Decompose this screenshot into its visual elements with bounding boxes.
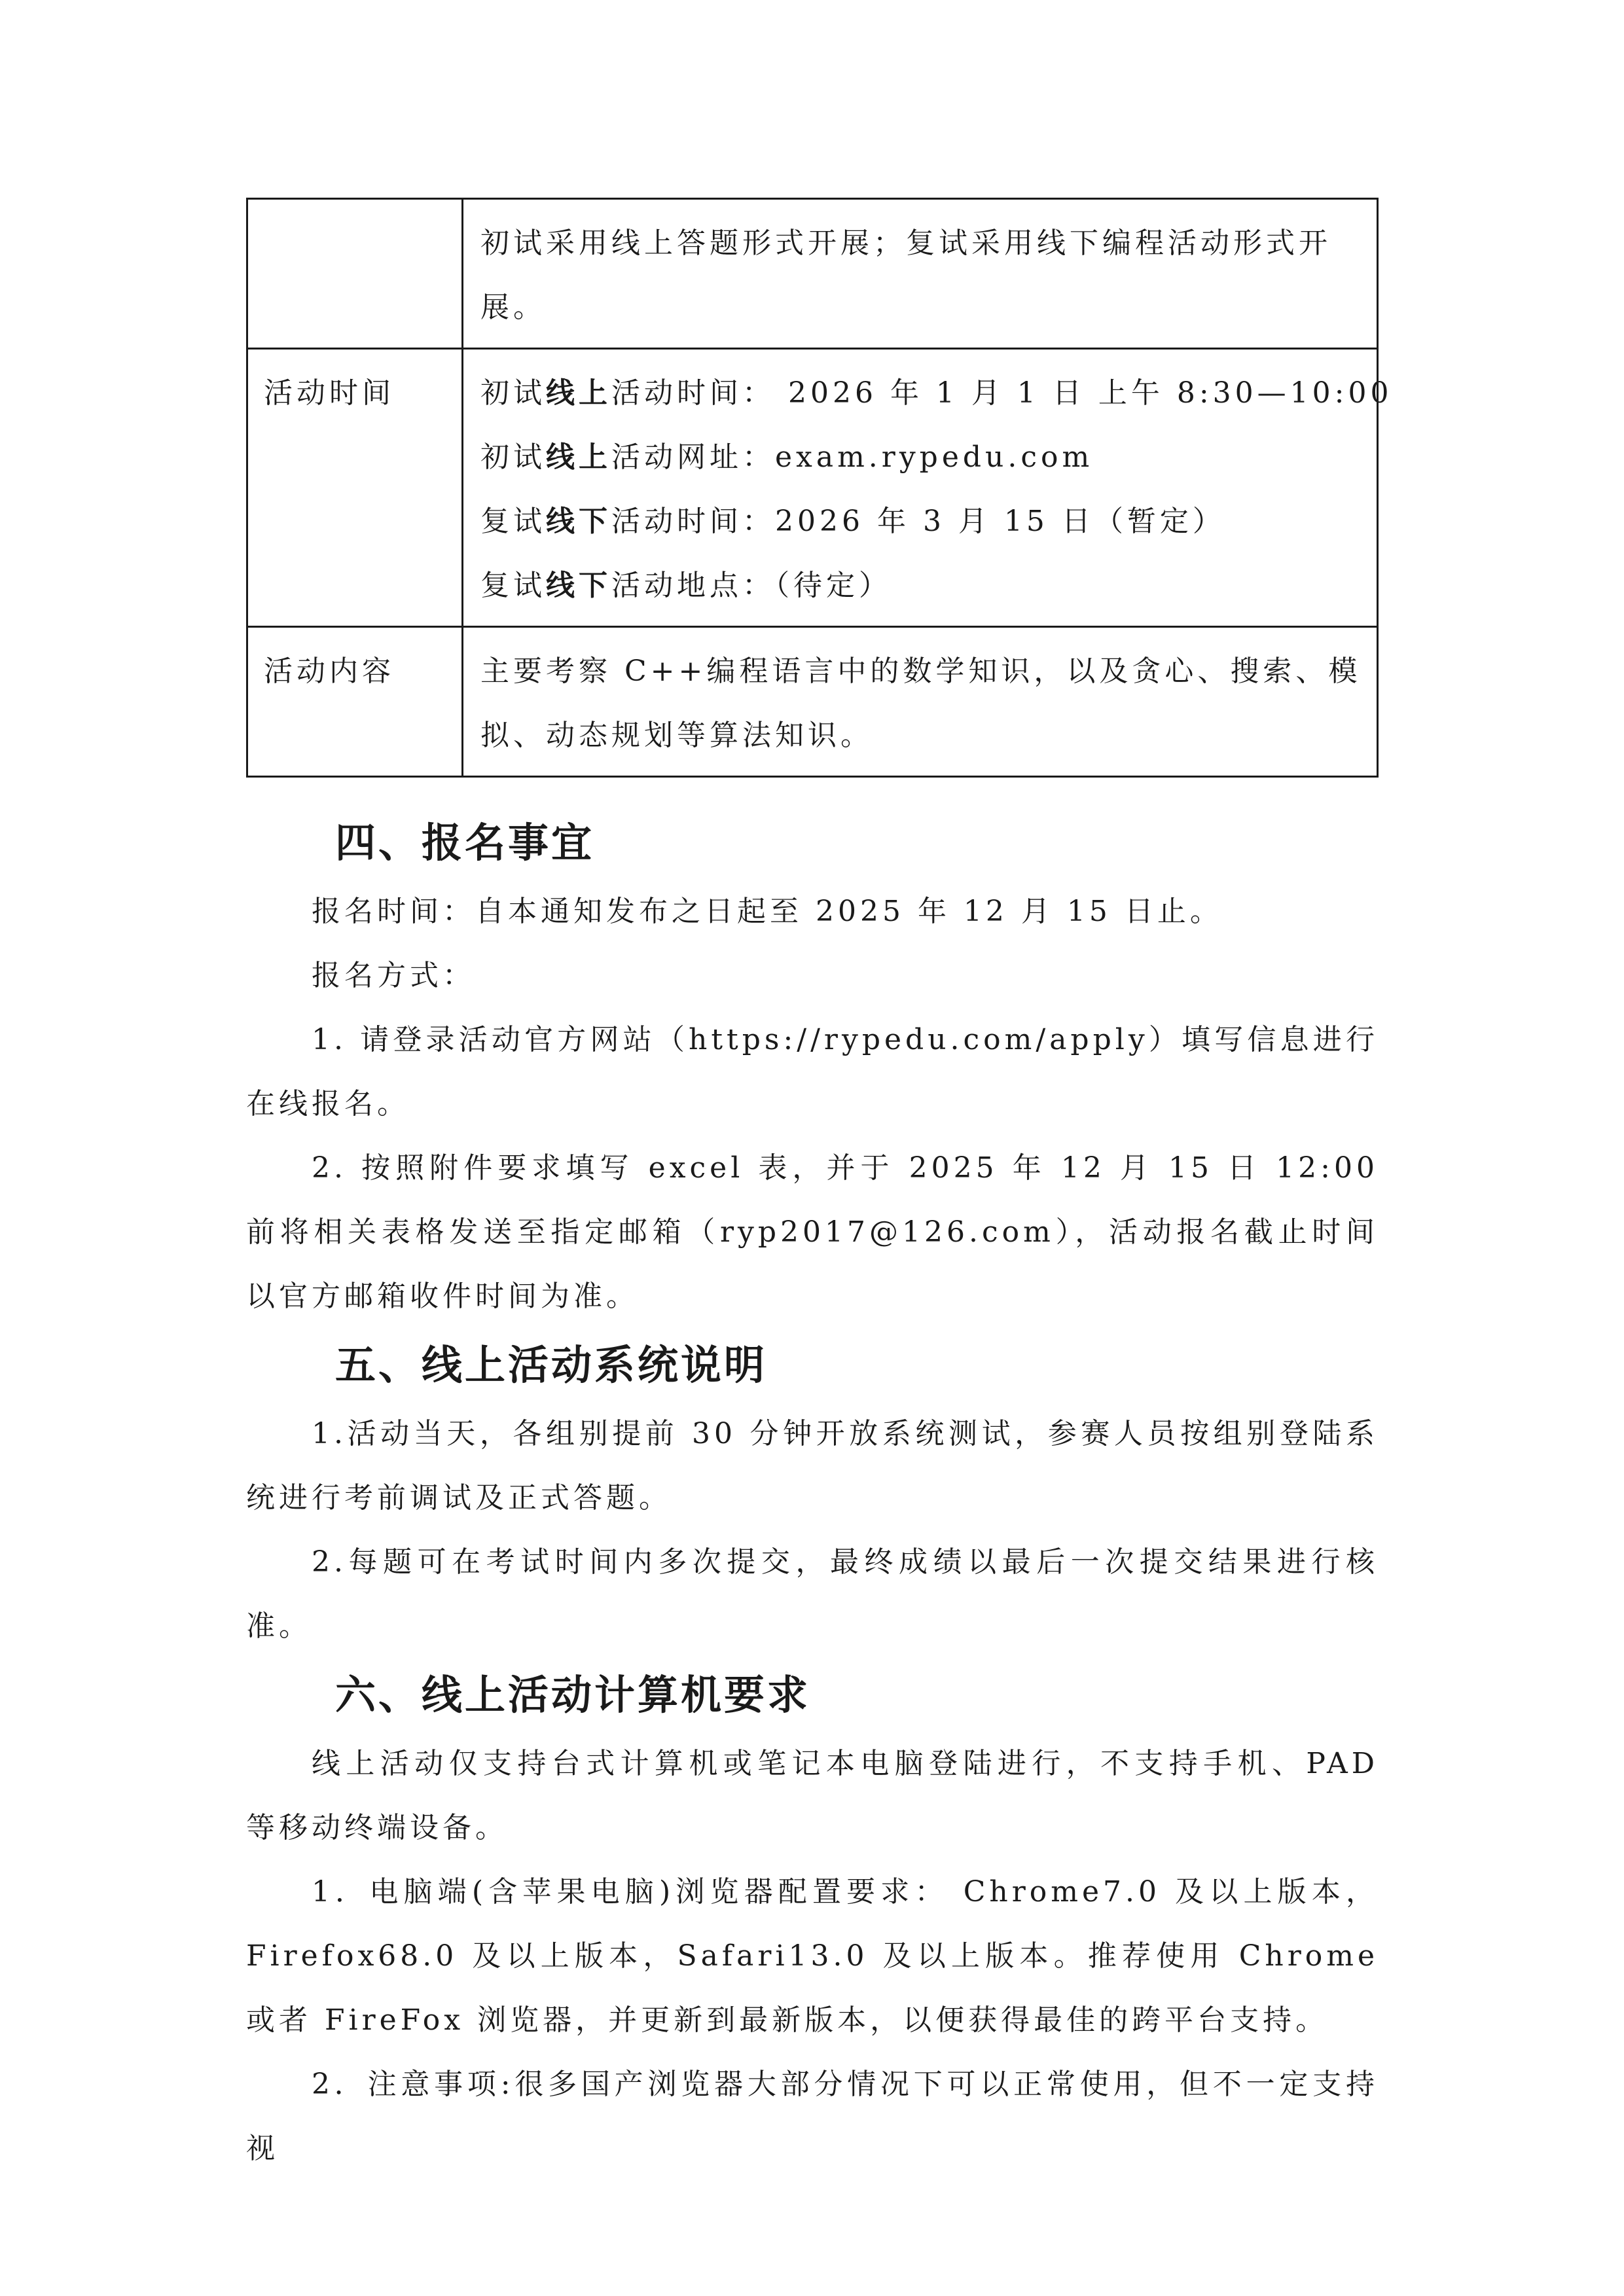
table-row xyxy=(247,349,1378,627)
table-label-cell xyxy=(247,199,463,349)
paragraph: 2.每题可在考试时间内多次提交，最终成绩以最后一次提交结果进行核准。 xyxy=(246,1545,1379,1643)
table-content-cell xyxy=(463,627,1378,777)
schedule-line: 复试线下活动时间：2026 年 3 月 15 日（暂定） xyxy=(480,505,1225,538)
table-label-cell: 活动内容 xyxy=(247,627,463,777)
paragraph: 报名时间：自本通知发布之日起至 2025 年 12 月 15 日止。 xyxy=(312,895,1223,928)
table-content-cell xyxy=(463,199,1378,349)
schedule-line: 复试线下活动地点：（待定） xyxy=(480,569,892,602)
schedule-line: 初试线上活动网址：exam.rypedu.com xyxy=(480,440,1094,474)
notice-body xyxy=(246,806,1379,2181)
table-row xyxy=(247,199,1378,349)
table-content-cell xyxy=(463,349,1393,627)
table-label-cell: 活动时间 xyxy=(247,349,463,627)
section-heading: 四、报名事宜 xyxy=(335,819,595,867)
activity-info-table xyxy=(246,198,1393,778)
format-text: 初试采用线上答题形式开展；复试采用线下编程活动形式开展。 xyxy=(480,226,1331,324)
paragraph: 2．注意事项:很多国产浏览器大部分情况下可以正常使用，但不一定支持视 xyxy=(246,2068,1379,2165)
paragraph: 1. 请登录活动官方网站（https://rypedu.com/apply）填写信息进行在线报名。 xyxy=(246,1023,1379,1121)
section-heading: 六、线上活动计算机要求 xyxy=(335,1671,811,1719)
content-text: 主要考察 C++编程语言中的数学知识，以及贪心、搜索、模拟、动态规划等算法知识。 xyxy=(480,655,1362,752)
paragraph: 2. 按照附件要求填写 excel 表，并于 2025 年 12 月 15 日 12:00 前将相关表格发送至指定邮箱（ryp2017@126.com），活动报名截止时间以官方邮箱收件时间为准。 xyxy=(246,1151,1379,1313)
paragraph: 1.活动当天，各组别提前 30 分钟开放系统测试，参赛人员按组别登陆系统进行考前调试及正式答题。 xyxy=(246,1417,1379,1515)
paragraph: 报名方式： xyxy=(312,959,475,992)
table-row xyxy=(247,627,1378,777)
schedule-line: 初试线上活动时间： 2026 年 1 月 1 日 上午 8:30—10:00 xyxy=(480,376,1393,410)
paragraph: 线上活动仅支持台式计算机或笔记本电脑登陆进行，不支持手机、PAD 等移动终端设备。 xyxy=(246,1747,1379,1844)
section-heading: 五、线上活动系统说明 xyxy=(335,1341,768,1389)
paragraph: 1．电脑端(含苹果电脑)浏览器配置要求： Chrome7.0 及以上版本，Firefox68.0 及以上版本，Safari13.0 及以上版本。推荐使用 Chrome 或者 FireFox 浏览器，并更新到最新版本，以便获得最佳的跨平台支持。 xyxy=(246,1875,1379,2037)
